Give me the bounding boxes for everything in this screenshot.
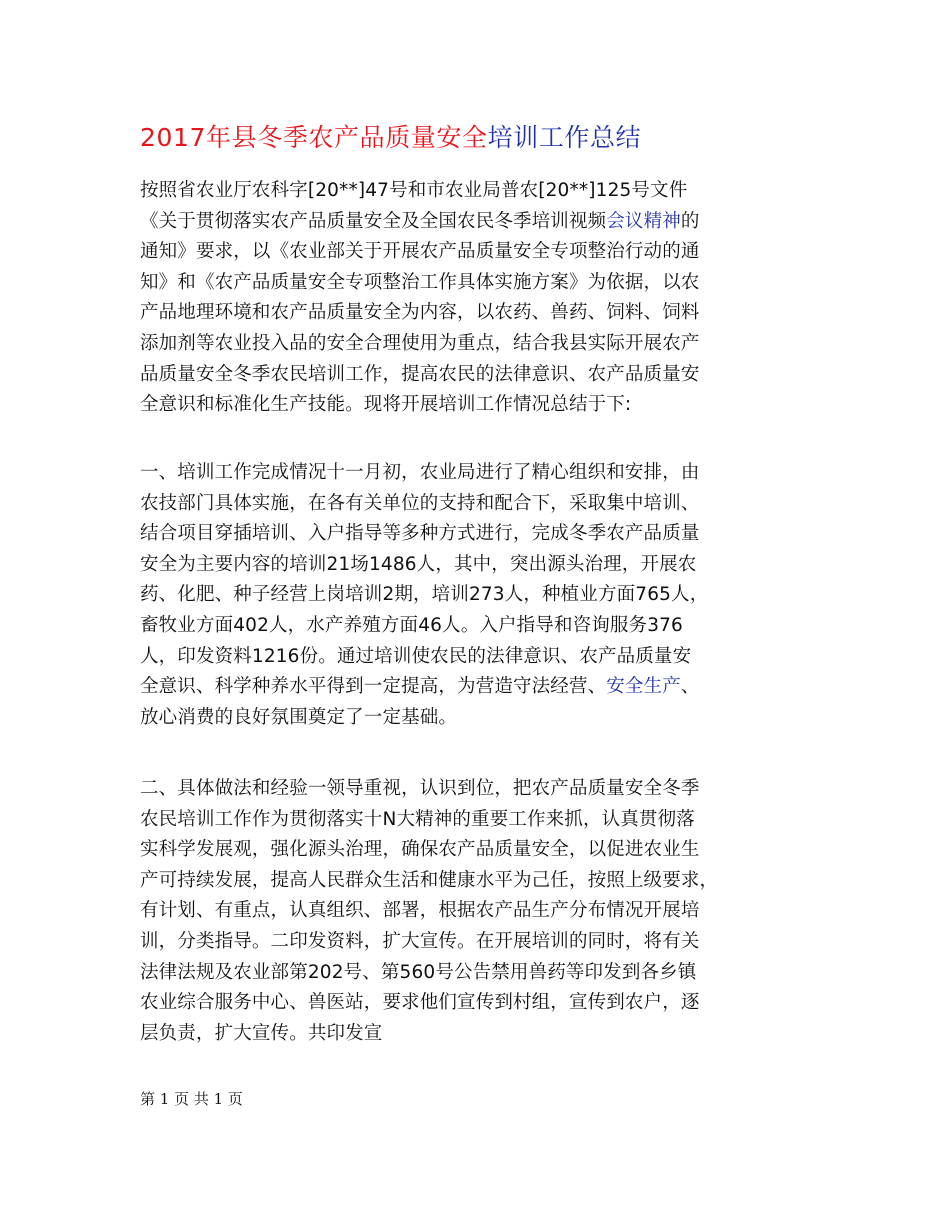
text-line: 全意识和标准化生产技能。现将开展培训工作情况总结于下: [140, 394, 632, 416]
meeting-spirit-link[interactable]: 会议精神 [606, 210, 681, 232]
text-line: 安全为主要内容的培训21场1486人，其中，突出源头治理，开展农 [140, 553, 697, 575]
text-line: 有计划、有重点，认真组织、部署，根据农产品生产分布情况开展培 [140, 900, 700, 922]
text-line: 法律法规及农业部第202号、第560号公告禁用兽药等印发到各乡镇 [140, 961, 697, 983]
text-line: 农技部门具体实施，在各有关单位的支持和配合下，采取集中培训、 [140, 492, 700, 514]
text-segment: 的 [680, 210, 700, 232]
text-line: 训，分类指导。二印发资料，扩大宣传。在开展培训的同时，将有关 [140, 930, 700, 952]
text-line: 农民培训工作作为贯彻落实十N大精神的重要工作来抓，认真贯彻落 [140, 808, 695, 830]
text-line: 产可持续发展，提高人民群众生活和健康水平为己任，按照上级要求， [140, 869, 719, 891]
safe-production-link[interactable]: 安全生产 [606, 676, 681, 698]
page-footer: 第 1 页 共 1 页 [140, 1090, 243, 1108]
text-line: 药、化肥、种子经营上岗培训2期，培训273人，种植业方面765人， [140, 584, 709, 606]
text-segment: 、 [680, 676, 700, 698]
text-line: 畜牧业方面402人，水产养殖方面46人。入户指导和咨询服务376 [140, 614, 683, 636]
text-line: 一、培训工作完成情况十一月初，农业局进行了精心组织和安排，由 [140, 462, 700, 483]
text-line [140, 207, 830, 238]
text-line: 通知》要求，以《农业部关于开展农产品质量安全专项整治行动的通 [140, 241, 700, 263]
title-blue-part: 培训工作总结 [487, 123, 642, 152]
text-line: 层负责，扩大宣传。共印发宣 [140, 1022, 383, 1044]
text-line: 人，印发资料1216份。通过培训使农民的法律意识、农产品质量安 [140, 645, 692, 667]
text-line: 农业综合服务中心、兽医站，要求他们宣传到村组，宣传到农户，逐 [140, 992, 700, 1014]
text-line: 产品地理环境和农产品质量安全为内容，以农药、兽药、饲料、饲料 [140, 302, 700, 324]
text-line: 实科学发展观，强化源头治理，确保农产品质量安全，以促进农业生 [140, 839, 700, 861]
text-line: 结合项目穿插培训、入户指导等多种方式进行，完成冬季农产品质量 [140, 523, 700, 545]
text-segment: 《关于贯彻落实农产品质量安全及全国农民冬季培训视频 [140, 210, 607, 232]
text-segment: 全意识、科学种养水平得到一定提高，为营造守法经营、 [140, 676, 607, 698]
text-line: 添加剂等农业投入品的安全合理使用为重点，结合我县实际开展农产 [140, 332, 700, 354]
paragraph-intro [140, 176, 830, 421]
text-line: 二、具体做法和经验一领导重视，认识到位，把农产品质量安全冬季 [140, 778, 700, 799]
paragraph-training-completion [140, 458, 830, 733]
paragraph-practices-experience [140, 774, 830, 1049]
title-red-part: 2017年县冬季农产品质量安全 [140, 123, 488, 152]
text-line: 知》和《农产品质量安全专项整治工作具体实施方案》为依据，以农 [140, 271, 700, 293]
text-line: 品质量安全冬季农民培训工作，提高农民的法律意识、农产品质量安 [140, 363, 700, 385]
text-line [140, 672, 830, 703]
document-title [140, 118, 840, 154]
text-line: 放心消费的良好氛围奠定了一定基础。 [140, 706, 458, 728]
text-line: 按照省农业厅农科字[20**]47号和市农业局普农[20**]125号文件 [140, 180, 688, 201]
